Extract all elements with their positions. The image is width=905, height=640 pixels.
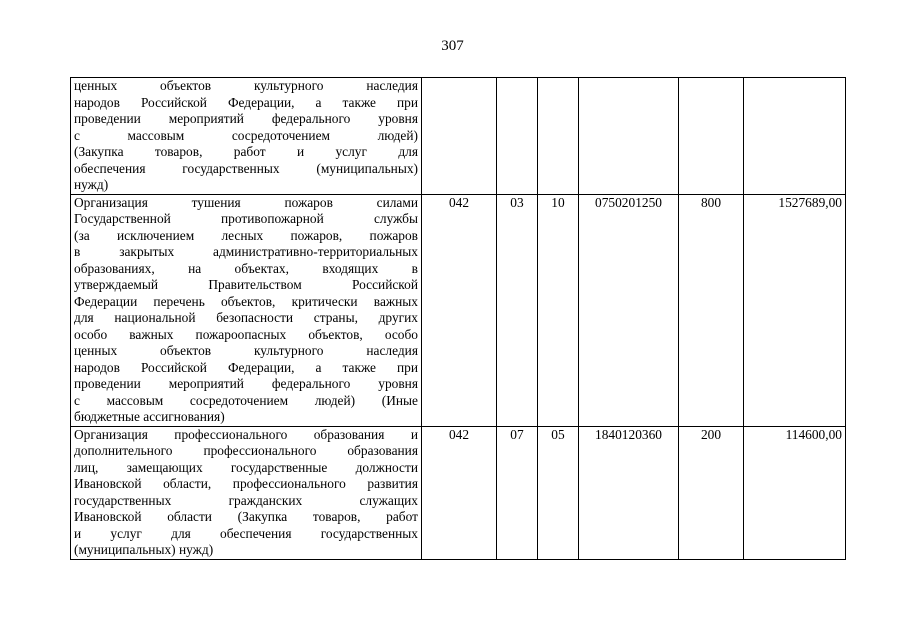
ministry-code-cell: 042 <box>422 426 497 559</box>
expense-type-cell <box>679 78 744 195</box>
expense-name-line: Федерации перечень объектов, критически важных <box>74 293 418 309</box>
subsection-code-cell: 10 <box>538 194 579 426</box>
expense-name-line: утверждаемый Правительством Российской <box>74 277 418 292</box>
section-code-cell: 07 <box>497 426 538 559</box>
table-row <box>71 426 846 559</box>
expense-name-line: в закрытых административно-территориальных <box>74 244 418 259</box>
ministry-code-cell <box>422 78 497 195</box>
target-article-cell: 0750201250 <box>579 194 679 426</box>
expense-name-line: ценных объектов культурного наследия <box>74 78 418 93</box>
section-code-cell <box>497 78 538 195</box>
section-code-cell: 03 <box>497 194 538 426</box>
expense-name-line-last: бюджетные ассигнования) <box>74 409 225 424</box>
expense-type-cell: 800 <box>679 194 744 426</box>
expense-name-line: проведении мероприятий федерального уровня <box>74 111 418 126</box>
expense-name-line: Ивановской области (Закупка товаров, работ <box>74 509 418 524</box>
amount-cell: 1527689,00 <box>744 194 846 426</box>
expense-name-cell <box>71 194 422 426</box>
expense-name-line: с массовым сосредоточением людей) (Иные <box>74 392 418 408</box>
table-row <box>71 194 846 426</box>
budget-table-body <box>71 78 846 560</box>
expense-name-line: образованиях, на объектах, входящих в <box>74 260 418 276</box>
expense-name-line: (за исключением лесных пожаров, пожаров <box>74 227 418 243</box>
expense-name-line: и услуг для обеспечения государственных <box>74 525 418 541</box>
amount-cell: 114600,00 <box>744 426 846 559</box>
expense-name-line: ценных объектов культурного наследия <box>74 343 418 358</box>
expense-name-line-last: нужд) <box>74 177 109 192</box>
subsection-code-cell <box>538 78 579 195</box>
expense-name-line-last: (муниципальных) нужд) <box>74 542 214 557</box>
expense-name-line: лиц, замещающих государственные должности <box>74 459 418 475</box>
expense-name-line: Ивановской области, профессионального развития <box>74 476 418 491</box>
expense-name-line: с массовым сосредоточением людей) <box>74 127 418 143</box>
expense-name-line: Организация тушения пожаров силами <box>74 194 418 210</box>
expense-name-cell <box>71 426 422 559</box>
expense-name-line: государственных гражданских служащих <box>74 492 418 508</box>
expense-type-cell: 200 <box>679 426 744 559</box>
ministry-code-cell: 042 <box>422 194 497 426</box>
expense-name-line: проведении мероприятий федерального уровня <box>74 376 418 391</box>
expense-name-line: дополнительного профессионального образования <box>74 443 418 458</box>
expense-name-line: Государственной противопожарной службы <box>74 211 418 226</box>
expense-name-line: обеспечения государственных (муниципальных) <box>74 160 418 176</box>
table-row <box>71 78 846 195</box>
amount-cell <box>744 78 846 195</box>
target-article-cell: 1840120360 <box>579 426 679 559</box>
target-article-cell <box>579 78 679 195</box>
budget-table <box>70 77 846 560</box>
subsection-code-cell: 05 <box>538 426 579 559</box>
expense-name-cell <box>71 78 422 195</box>
expense-name-line: народов Российской Федерации, а также при <box>74 94 418 110</box>
expense-name-line: для национальной безопасности страны, других <box>74 310 418 325</box>
expense-name-line: особо важных пожароопасных объектов, особо <box>74 326 418 342</box>
expense-name-line: (Закупка товаров, работ и услуг для <box>74 144 418 159</box>
expense-name-line: Организация профессионального образования и <box>74 426 418 442</box>
expense-name-line: народов Российской Федерации, а также при <box>74 359 418 375</box>
page-number: 307 <box>441 38 464 54</box>
